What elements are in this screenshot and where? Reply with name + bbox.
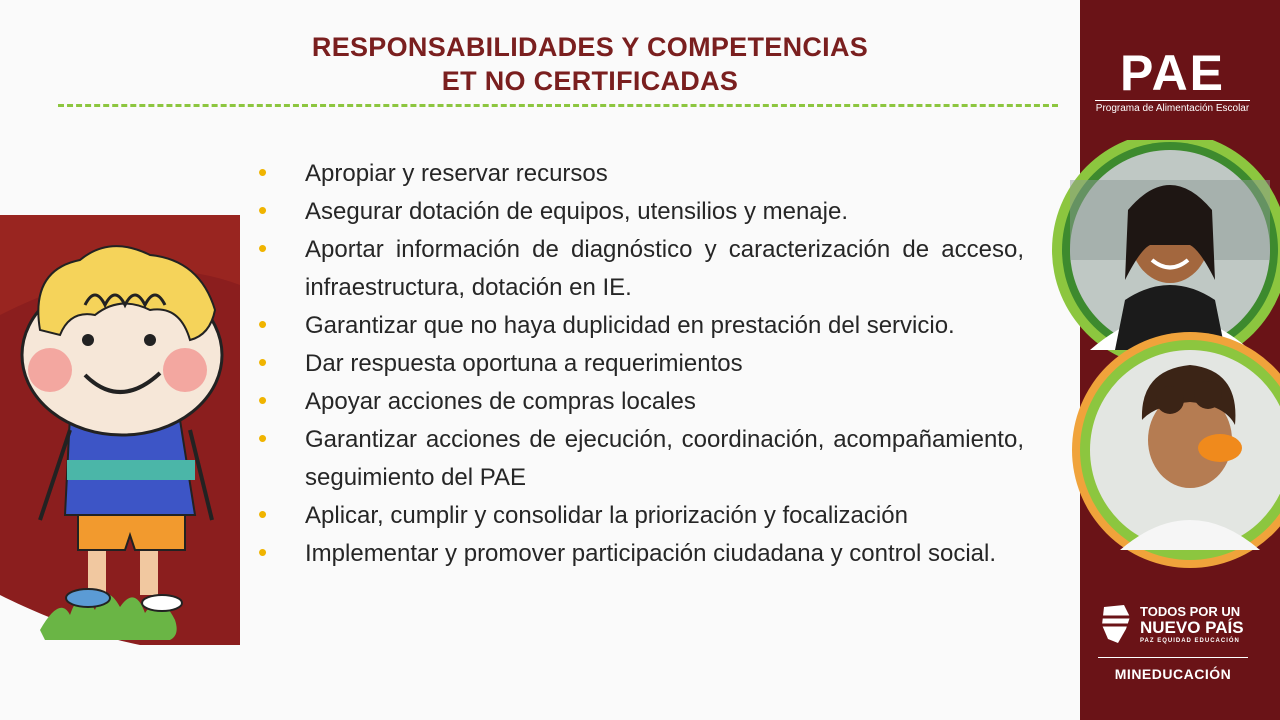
list-item: • Apropiar y reservar recursos: [258, 155, 1024, 193]
bullet-icon: •: [258, 537, 268, 567]
title-line-2: ET NO CERTIFICADAS: [441, 66, 739, 96]
bullet-icon: •: [258, 347, 268, 377]
title-divider: [58, 104, 1058, 107]
list-item: • Garantizar acciones de ejecución, coordinación, acompañamiento, seguimiento del PAE: [258, 421, 1024, 497]
bullet-icon: •: [258, 309, 268, 339]
title-line-1: RESPONSABILIDADES Y COMPETENCIAS: [311, 32, 869, 62]
list-item: • Aportar información de diagnóstico y caracterización de acceso, infraestructura, dotación en IE.: [258, 231, 1024, 307]
list-item: • Asegurar dotación de equipos, utensilios y menaje.: [258, 193, 1024, 231]
list-item: • Dar respuesta oportuna a requerimientos: [258, 345, 1024, 383]
bullet-icon: •: [258, 157, 268, 187]
gov-slogan-line-2: NUEVO PAÍS: [1140, 617, 1244, 637]
colombia-map-icon: [1098, 603, 1134, 647]
bullet-icon: •: [258, 233, 268, 263]
gov-slogan-line-3: PAZ EQUIDAD EDUCACIÓN: [1140, 637, 1240, 644]
bullet-icon: •: [258, 385, 268, 415]
slide-title: [150, 30, 1030, 98]
gov-slogan-line-1: TODOS POR UN: [1140, 603, 1241, 619]
bullet-icon: •: [258, 499, 268, 529]
list-item: • Implementar y promover participación ciudadana y control social.: [258, 535, 1024, 573]
children-photo-illustration: [1030, 140, 1280, 570]
cartoon-boy-illustration: [0, 215, 240, 645]
cartoon-panel: [0, 215, 240, 645]
bullet-icon: •: [258, 423, 268, 453]
government-logo: [1098, 603, 1248, 682]
list-item: • Aplicar, cumplir y consolidar la priorización y focalización: [258, 497, 1024, 535]
bullet-icon: •: [258, 195, 268, 225]
responsibilities-list: [258, 155, 1024, 573]
list-item: • Apoyar acciones de compras locales: [258, 383, 1024, 421]
pae-logo: [1095, 45, 1250, 114]
list-item: • Garantizar que no haya duplicidad en prestación del servicio.: [258, 307, 1024, 345]
pae-logo-subtitle: Programa de Alimentación Escolar: [1095, 100, 1250, 114]
children-photos: [1030, 140, 1280, 575]
pae-logo-text: PAE: [1119, 45, 1226, 101]
ministry-label: MINEDUCACIÓN: [1098, 657, 1248, 682]
